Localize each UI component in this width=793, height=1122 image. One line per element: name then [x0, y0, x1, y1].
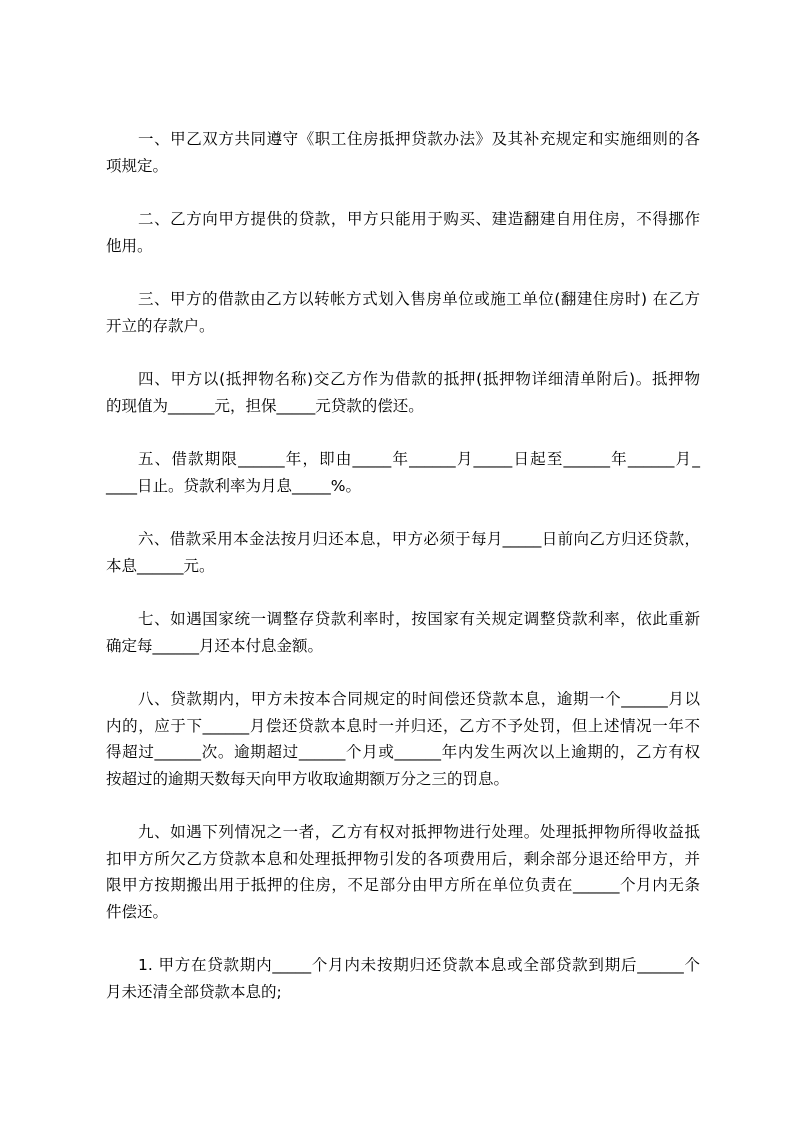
clause-5 — [106, 446, 700, 499]
clause-line: 他用。 — [106, 236, 153, 255]
clause-line: 三、甲方的借款由乙方以转帐方式划入售房单位或施工单位(翻建住房时) 在乙方 — [138, 290, 700, 308]
clause-line: 六、借款采用本金法按月归还本息，甲方必须于每月_____日前向乙方归还贷款， — [138, 530, 700, 548]
clause-line: 开立的存款户。 — [106, 316, 215, 335]
clause-line: 得超过______次。逾期超过______个月或______年内发生两次以上逾期的，乙方有权 — [106, 743, 700, 761]
clause-line: 件偿还。 — [106, 902, 169, 921]
clause-4 — [106, 366, 700, 419]
clause-line: 的现值为______元，担保_____元贷款的偿还。 — [106, 396, 424, 415]
clause-line: 八、贷款期内，甲方未按本合同规定的时间偿还贷款本息，逾期一个______月以 — [138, 690, 700, 708]
clause-line: 项规定。 — [106, 156, 169, 175]
clause-line: 按超过的逾期天数每天向甲方收取逾期额万分之三的罚息。 — [106, 769, 510, 788]
clause-2 — [106, 206, 700, 259]
clause-line: ____日止。贷款利率为月息_____%。 — [106, 476, 361, 495]
clause-line: 月未还清全部贷款本息的; — [106, 982, 282, 1001]
clause-line: 确定每______月还本付息金额。 — [106, 636, 324, 655]
clause-line: 扣甲方所欠乙方贷款本息和处理抵押物引发的各项费用后，剩余部分退还给甲方，并 — [106, 849, 700, 868]
clause-line: 七、如遇国家统一调整存贷款利率时，按国家有关规定调整贷款利率，依此重新 — [138, 610, 700, 628]
clause-8 — [106, 686, 700, 792]
clause-line: 二、乙方向甲方提供的贷款，甲方只能用于购买、建造翻建自用住房，不得挪作 — [138, 210, 700, 228]
clause-9 — [106, 819, 700, 925]
clause-line: 内的，应于下______月偿还贷款本息时一并归还，乙方不予处罚，但上述情况一年不 — [106, 716, 700, 735]
clause-line: 本息______元。 — [106, 556, 215, 575]
clause-1 — [106, 126, 700, 179]
clause-line: 五、借款期限______年，即由_____年______月_____日起至______年______月_ — [138, 450, 700, 468]
clause-7 — [106, 606, 700, 659]
clause-3 — [106, 286, 700, 339]
sub-clause-1 — [106, 952, 700, 1005]
clause-line: 九、如遇下列情况之一者，乙方有权对抵押物进行处理。处理抵押物所得收益抵 — [138, 823, 700, 841]
clause-line: 一、甲乙双方共同遵守《职工住房抵押贷款办法》及其补充规定和实施细则的各 — [138, 130, 700, 148]
clause-line: 四、甲方以(抵押物名称)交乙方作为借款的抵押(抵押物详细清单附后)。抵押物 — [138, 370, 700, 388]
clause-6 — [106, 526, 700, 579]
clause-line: 1. 甲方在贷款期内_____个月内未按期归还贷款本息或全部贷款到期后______个 — [138, 956, 700, 974]
clause-line: 限甲方按期搬出用于抵押的住房，不足部分由甲方所在单位负责在______个月内无条 — [106, 876, 700, 894]
